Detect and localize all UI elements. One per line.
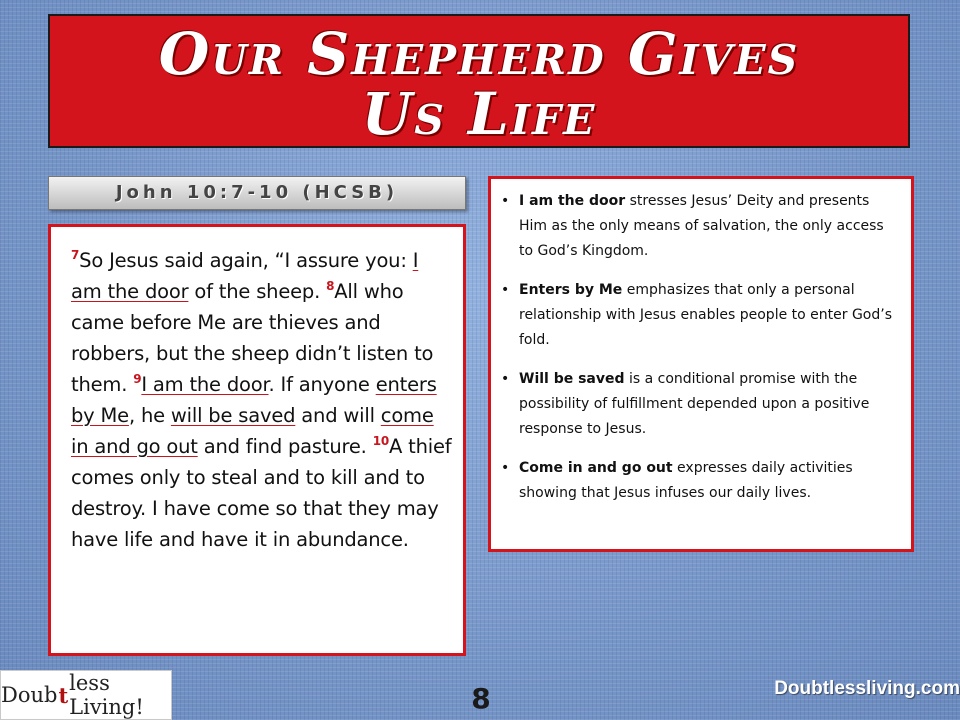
title-line-2: Us Life [361, 80, 597, 148]
commentary-item [501, 456, 899, 506]
verse-number: 10 [372, 434, 389, 448]
bullet-icon: • [501, 193, 510, 209]
commentary-item [501, 189, 899, 264]
verse-highlight: I am the door [141, 373, 269, 396]
commentary-panel [488, 176, 914, 552]
commentary-keyword: Enters by Me [519, 282, 623, 298]
verse-text: , he [128, 404, 171, 427]
verse-text: and find pasture. [197, 435, 373, 458]
logo-text: less Living! [69, 671, 144, 719]
verse-highlight: I am the door [71, 249, 419, 303]
scripture-reference: John 10:7-10 (HCSB) [115, 182, 399, 203]
verse-text: A thief comes only to steal and to kill and to destroy. I have come so that they may have life and have it in abundance. [71, 435, 452, 551]
bullet-icon: • [501, 282, 510, 298]
verse-text: of the sheep. [188, 280, 327, 303]
scripture-reference-tab [48, 176, 466, 210]
verse-number: 8 [326, 279, 335, 293]
website-label: Doubtlessliving.com [774, 678, 960, 699]
verse-text: and will [295, 404, 381, 427]
verse-text: . If anyone [268, 373, 376, 396]
page-number: 8 [471, 682, 491, 715]
verse-number: 9 [133, 372, 142, 386]
cross-icon: t [58, 682, 69, 708]
title-banner [48, 14, 910, 148]
logo-text: Doub [1, 683, 58, 707]
commentary-keyword: Come in and go out [519, 460, 673, 476]
commentary-text: is a conditional promise with the possibility of fulfillment depended upon a positive response to Jesus. [519, 371, 870, 437]
bullet-icon: • [501, 460, 510, 476]
doubtless-living-logo [0, 670, 172, 720]
commentary-keyword: Will be saved [519, 371, 625, 387]
commentary-text: stresses Jesus’ Deity and presents Him as the only means of salvation, the only access to God’s Kingdom. [519, 193, 884, 259]
verse-highlight: will be saved [170, 404, 296, 427]
commentary-item [501, 367, 899, 442]
verse-number: 7 [71, 248, 80, 262]
verse-text: All who came before Me are thieves and robbers, but the sheep didn’t listen to them. [71, 280, 434, 396]
verse-highlight: enters by Me [71, 373, 437, 427]
verse-highlight: come in and go out [71, 404, 434, 458]
commentary-text: expresses daily activities showing that Jesus infuses our daily lives. [519, 460, 853, 501]
bullet-icon: • [501, 371, 510, 387]
verse-panel [48, 224, 466, 656]
title-line-1: Our Shepherd Gives [158, 20, 800, 88]
commentary-text: emphasizes that only a personal relationship with Jesus enables people to enter God’s fold. [519, 282, 892, 348]
verse-text: So Jesus said again, “I assure you: [79, 249, 413, 272]
commentary-item [501, 278, 899, 353]
commentary-keyword: I am the door [519, 193, 626, 209]
